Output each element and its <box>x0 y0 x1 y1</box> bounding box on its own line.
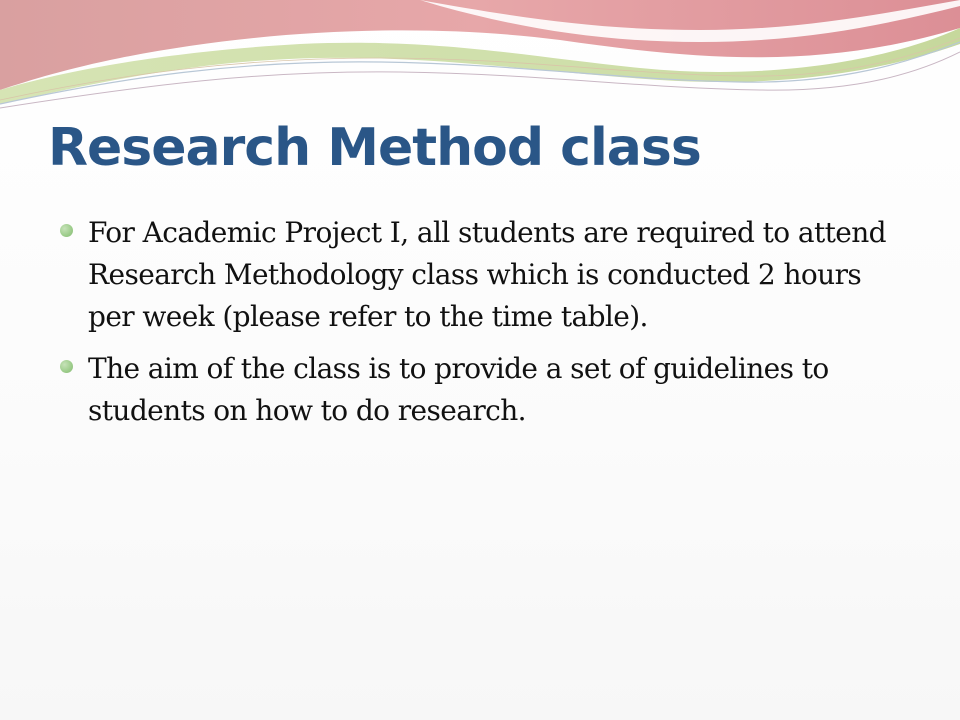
bullet-marker-icon <box>60 224 73 237</box>
bullet-list <box>60 212 900 442</box>
bullet-item <box>60 348 900 432</box>
slide-title: Research Method class <box>48 118 701 178</box>
bullet-text: The aim of the class is to provide a set of guidelines to students on how to do research. <box>88 352 829 427</box>
bullet-item <box>60 212 900 338</box>
header-wave-decoration <box>0 0 960 120</box>
bullet-marker-icon <box>60 360 73 373</box>
bullet-text: For Academic Project I, all students are required to attend Research Methodology class which is conducted 2 hours per week (please refer to the time table). <box>88 216 886 333</box>
